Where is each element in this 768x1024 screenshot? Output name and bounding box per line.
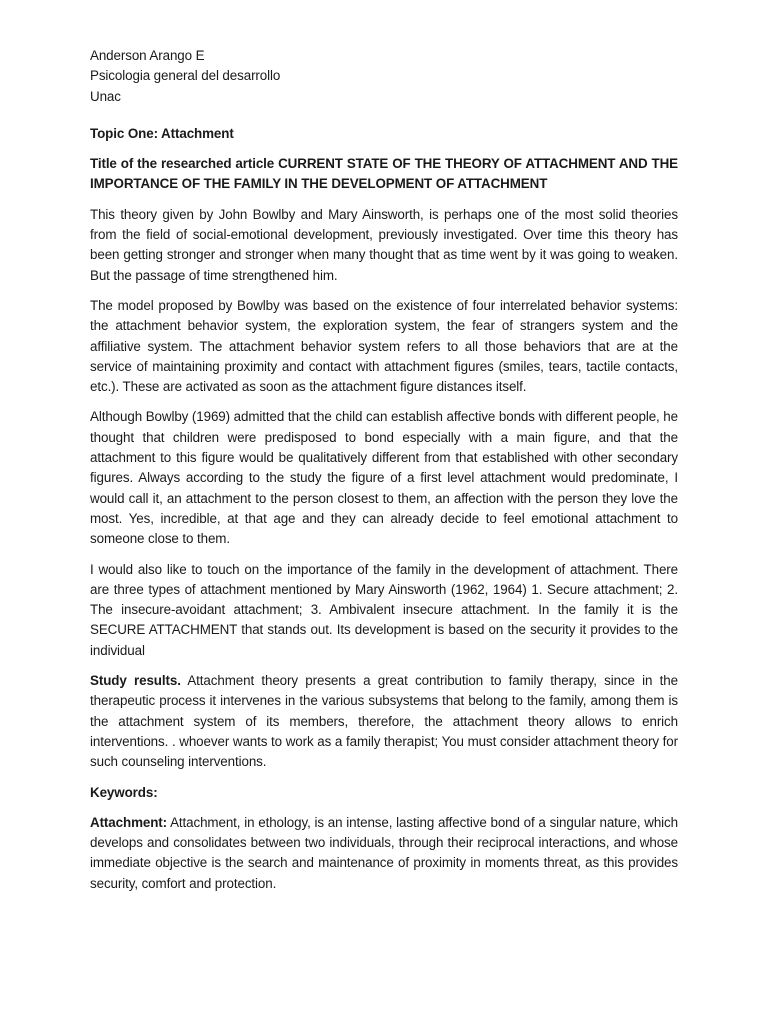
study-results-label: Study results. [90,673,181,689]
document-page [90,46,678,904]
institution-name: Unac [90,88,121,104]
paragraph-model: The model proposed by Bowlby was based on the existence of four interrelated behavior systems: the attachment behavior system, the exploration system, the fear of strangers system and the affiliative system. The attachment behavior system refers to all those behaviors that are at the service of maintaining proximity and contact with attachment figures (smiles, tears, tactile contacts, etc.). These are activated as soon as the attachment figure distances itself. [90,297,678,395]
keywords-heading: Keywords: [90,784,158,800]
paragraph-family: I would also like to touch on the importance of the family in the development of attachment. There are three types of attachment mentioned by Mary Ainsworth (1962, 1964) 1. Secure attachment; 2. The insecure-avoidant attachment; 3. Ambivalent insecure attachment. In the family it is the SECURE ATTACHMENT that stands out. Its development is based on the security it provides to the individual [90,561,678,658]
attachment-definition-paragraph [90,813,678,894]
author-name: Anderson Arango E [90,48,205,63]
attachment-definition-text: Attachment, in ethology, is an intense, lasting affective bond of a singular nature, which develops and consolidates between two individuals, through their reciprocal interactions, and whose immediate objective is the search and maintenance of proximity in moments threat, as this provides security, comfort and protection. [90,814,678,891]
article-title: Title of the researched article CURRENT STATE OF THE THEORY OF ATTACHMENT AND THE IMPORTANCE OF THE FAMILY IN THE DEVELOPMENT OF ATTACHMENT [90,156,678,192]
study-results-text: Attachment theory presents a great contribution to family therapy, since in the therapeutic process it intervenes in the various subsystems that belong to the family, among them is the attachment system of its members, therefore, the attachment theory allows to enrich interventions. . whoever wants to work as a family therapist; You must consider attachment theory for such counseling interventions. [90,673,678,770]
document-header [90,46,678,107]
attachment-definition-label: Attachment: [90,814,168,830]
course-name: Psicologia general del desarrollo [90,68,281,84]
study-results-paragraph [90,671,678,772]
topic-heading: Topic One: Attachment [90,125,234,141]
paragraph-intro: This theory given by John Bowlby and Mary Ainsworth, is perhaps one of the most solid theories from the field of social-emotional development, previously investigated. Over time this theory has been getting stronger and stronger when many thought that as time went by it was going to weaken. But the passage of time strengthened him. [90,206,678,283]
paragraph-bowlby: Although Bowlby (1969) admitted that the child can establish affective bonds with different people, he thought that children were predisposed to bond especially with a main figure, and that the attachment to this figure would be qualitatively different from that established with other secondary figures. Always according to the study the figure of a first level attachment would predominate, I would call it, an attachment to the person closest to them, an affection with the person they love the most. Yes, incredible, at that age and they can already decide to feel emotional attachment to someone close to them. [90,409,678,547]
